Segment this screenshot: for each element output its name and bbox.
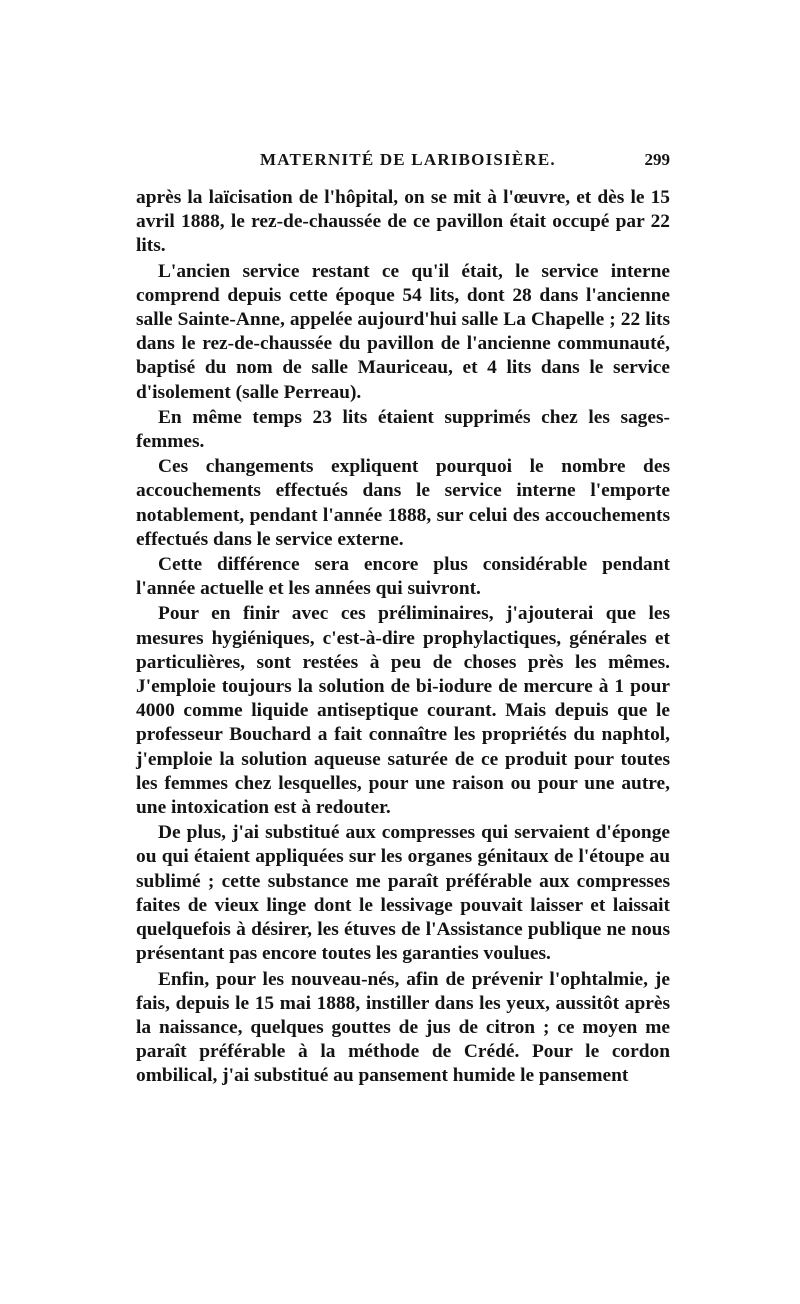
running-head: [136, 150, 670, 178]
paragraph-nouveau-nes: Enfin, pour les nouveau-nés, afin de prévenir l'ophtalmie, je fais, depuis le 15 mai 1888, instiller dans les yeux, aussitôt après la naissance, quelques gouttes de jus de citron ; ce moyen me paraît préférable à la méthode de Crédé. Pour le cordon ombilical, j'ai substitué au pansement humide le pansement: [136, 968, 670, 1087]
running-title: MATERNITÉ DE LARIBOISIÈRE.: [260, 150, 556, 169]
paragraph-sages-femmes: En même temps 23 lits étaient supprimés chez les sages-femmes.: [136, 406, 670, 453]
paragraph-difference: Cette différence sera encore plus considérable pendant l'année actuelle et les années qui suivront.: [136, 554, 670, 600]
paragraph-service-interne: L'ancien service restant ce qu'il était, le service interne comprend depuis cette époque 54 lits, dont 28 dans l'ancienne salle Sainte-Anne, appelée aujourd'hui salle La Chapelle ; 22 lits dans le rez-de-chaussée du pavillon de l'ancienne communauté, baptisé du nom de salle Mauriceau, et 4 lits dans le service d'isolement (salle Perreau).: [136, 260, 670, 403]
paragraph-changements: Ces changements expliquent pourquoi le nombre des accouchements effectués dans le service interne l'emporte notablement, pendant l'année 1888, sur celui des accouchements effectués dans le service externe.: [136, 456, 670, 550]
page-number: 299: [644, 150, 670, 169]
paragraph-compresses: De plus, j'ai substitué aux compresses qui servaient d'éponge ou qui étaient appliquées sur les organes génitaux de l'étoupe au sublimé ; cette substance me paraît préférable aux compresses faites de vieux linge dont le lessivage pouvait laisser et laissait quelquefois à désirer, les étuves de l'Assistance publique ne nous présentant pas encore toutes les garanties voulues.: [136, 822, 670, 965]
paragraph-mesures-hygieniques: Pour en finir avec ces préliminaires, j'ajouterai que les mesures hygiéniques, c'est-à-dire prophylactiques, générales et particulières, sont restées à peu de choses près les mêmes. J'emploie toujours la solution de bi-iodure de mercure à 1 pour 4000 comme liquide antiseptique courant. Mais depuis que le professeur Bouchard a fait connaître les propriétés du naphtol, j'emploie la solution aqueuse saturée de ce produit pour toutes les femmes chez lesquelles, pour une raison ou pour une autre, une intoxication est à redouter.: [136, 603, 670, 819]
paragraph-continuation: après la laïcisation de l'hôpital, on se mit à l'œuvre, et dès le 15 avril 1888, le rez-de-chaussée de ce pavillon était occupé par 22 lits.: [136, 187, 670, 257]
body-text: [136, 186, 670, 1089]
